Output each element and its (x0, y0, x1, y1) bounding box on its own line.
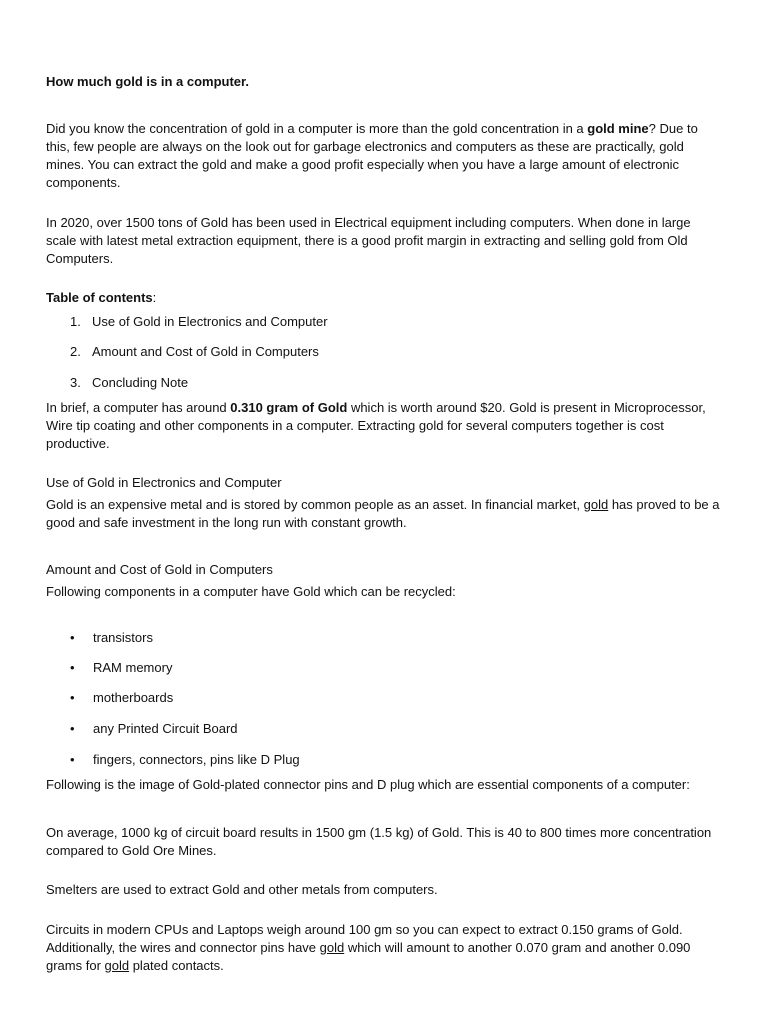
toc-item-number: 1. (70, 314, 81, 329)
toc-item-3 (70, 374, 188, 392)
brief-bold-text: 0.310 gram of Gold (230, 400, 348, 415)
bullet-item-1: transistors (93, 630, 153, 645)
circuits-text-2: which will amount to another 0.070 gram and another 0.090 grams for (46, 940, 691, 973)
toc-item-2 (70, 343, 319, 361)
bullet-dot: • (70, 630, 75, 645)
toc-heading-text: Table of contents (46, 290, 153, 305)
intro-text-end: ? Due to this, few people are always on the look out for garbage electronics and computers as these are practically, gold mines. You can extract the gold and make a good profit especially when you have a large amount of electronic components. (46, 121, 698, 190)
circuits-text-1: Circuits in modern CPUs and Laptops weigh around 100 gm so you can expect to extract 0.150 grams of Gold. Additionally, the wires and connector pins have (46, 922, 683, 955)
section1-text-end: has proved to be a good and safe investment in the long run with constant growth. (46, 497, 720, 530)
section1-paragraph (46, 496, 722, 532)
toc-item-label: Use of Gold in Electronics and Computer (92, 314, 328, 329)
bullet-dot: • (70, 752, 75, 767)
intro-bold-text: gold mine (587, 121, 649, 136)
intro-paragraph (46, 120, 722, 192)
page-title: How much gold is in a computer. (46, 74, 249, 89)
average-paragraph: On average, 1000 kg of circuit board results in 1500 gm (1.5 kg) of Gold. This is 40 to 800 times more concentration compared to Gold Ore Mines. (46, 825, 712, 858)
usage-paragraph: In 2020, over 1500 tons of Gold has been used in Electrical equipment including computers. When done in large scale with latest metal extraction equipment, there is a good profit margin in extracting and selling gold from Old Computers. (46, 215, 691, 266)
toc-item-label: Amount and Cost of Gold in Computers (92, 344, 319, 359)
brief-paragraph (46, 399, 722, 453)
bullet-item-4: any Printed Circuit Board (93, 721, 238, 736)
gold-link[interactable]: gold (583, 497, 609, 512)
section2-intro: Following components in a computer have Gold which can be recycled: (46, 584, 456, 599)
smelters-paragraph: Smelters are used to extract Gold and other metals from computers. (46, 882, 438, 897)
section2-heading: Amount and Cost of Gold in Computers (46, 562, 273, 577)
gold-link[interactable]: gold (319, 940, 345, 955)
toc-item-number: 2. (70, 344, 81, 359)
toc-item-number: 3. (70, 375, 81, 390)
section1-text-start: Gold is an expensive metal and is stored by common people as an asset. In financial market, (46, 497, 584, 512)
toc-item-1 (70, 313, 328, 331)
bullet-item-5: fingers, connectors, pins like D Plug (93, 752, 300, 767)
bullet-item-2: RAM memory (93, 660, 173, 675)
brief-text-start: In brief, a computer has around (46, 400, 231, 415)
bullet-dot: • (70, 660, 75, 675)
image-note-paragraph: Following is the image of Gold-plated connector pins and D plug which are essential components of a computer: (46, 777, 690, 792)
section1-heading: Use of Gold in Electronics and Computer (46, 475, 282, 490)
circuits-text-3: plated contacts. (129, 958, 224, 973)
toc-heading (46, 289, 722, 307)
toc-item-label: Concluding Note (92, 375, 189, 390)
gold-link[interactable]: gold (104, 958, 130, 973)
bullet-item-3: motherboards (93, 690, 174, 705)
brief-text-end: which is worth around $20. Gold is present in Microprocessor, Wire tip coating and other components in a computer. Extracting gold for several computers together is cost productive. (46, 400, 706, 451)
bullet-dot: • (70, 690, 75, 705)
intro-text-start: Did you know the concentration of gold in a computer is more than the gold concentration in a (46, 121, 588, 136)
circuits-paragraph (46, 921, 722, 975)
bullet-dot: • (70, 721, 75, 736)
toc-heading-colon: : (152, 290, 157, 305)
